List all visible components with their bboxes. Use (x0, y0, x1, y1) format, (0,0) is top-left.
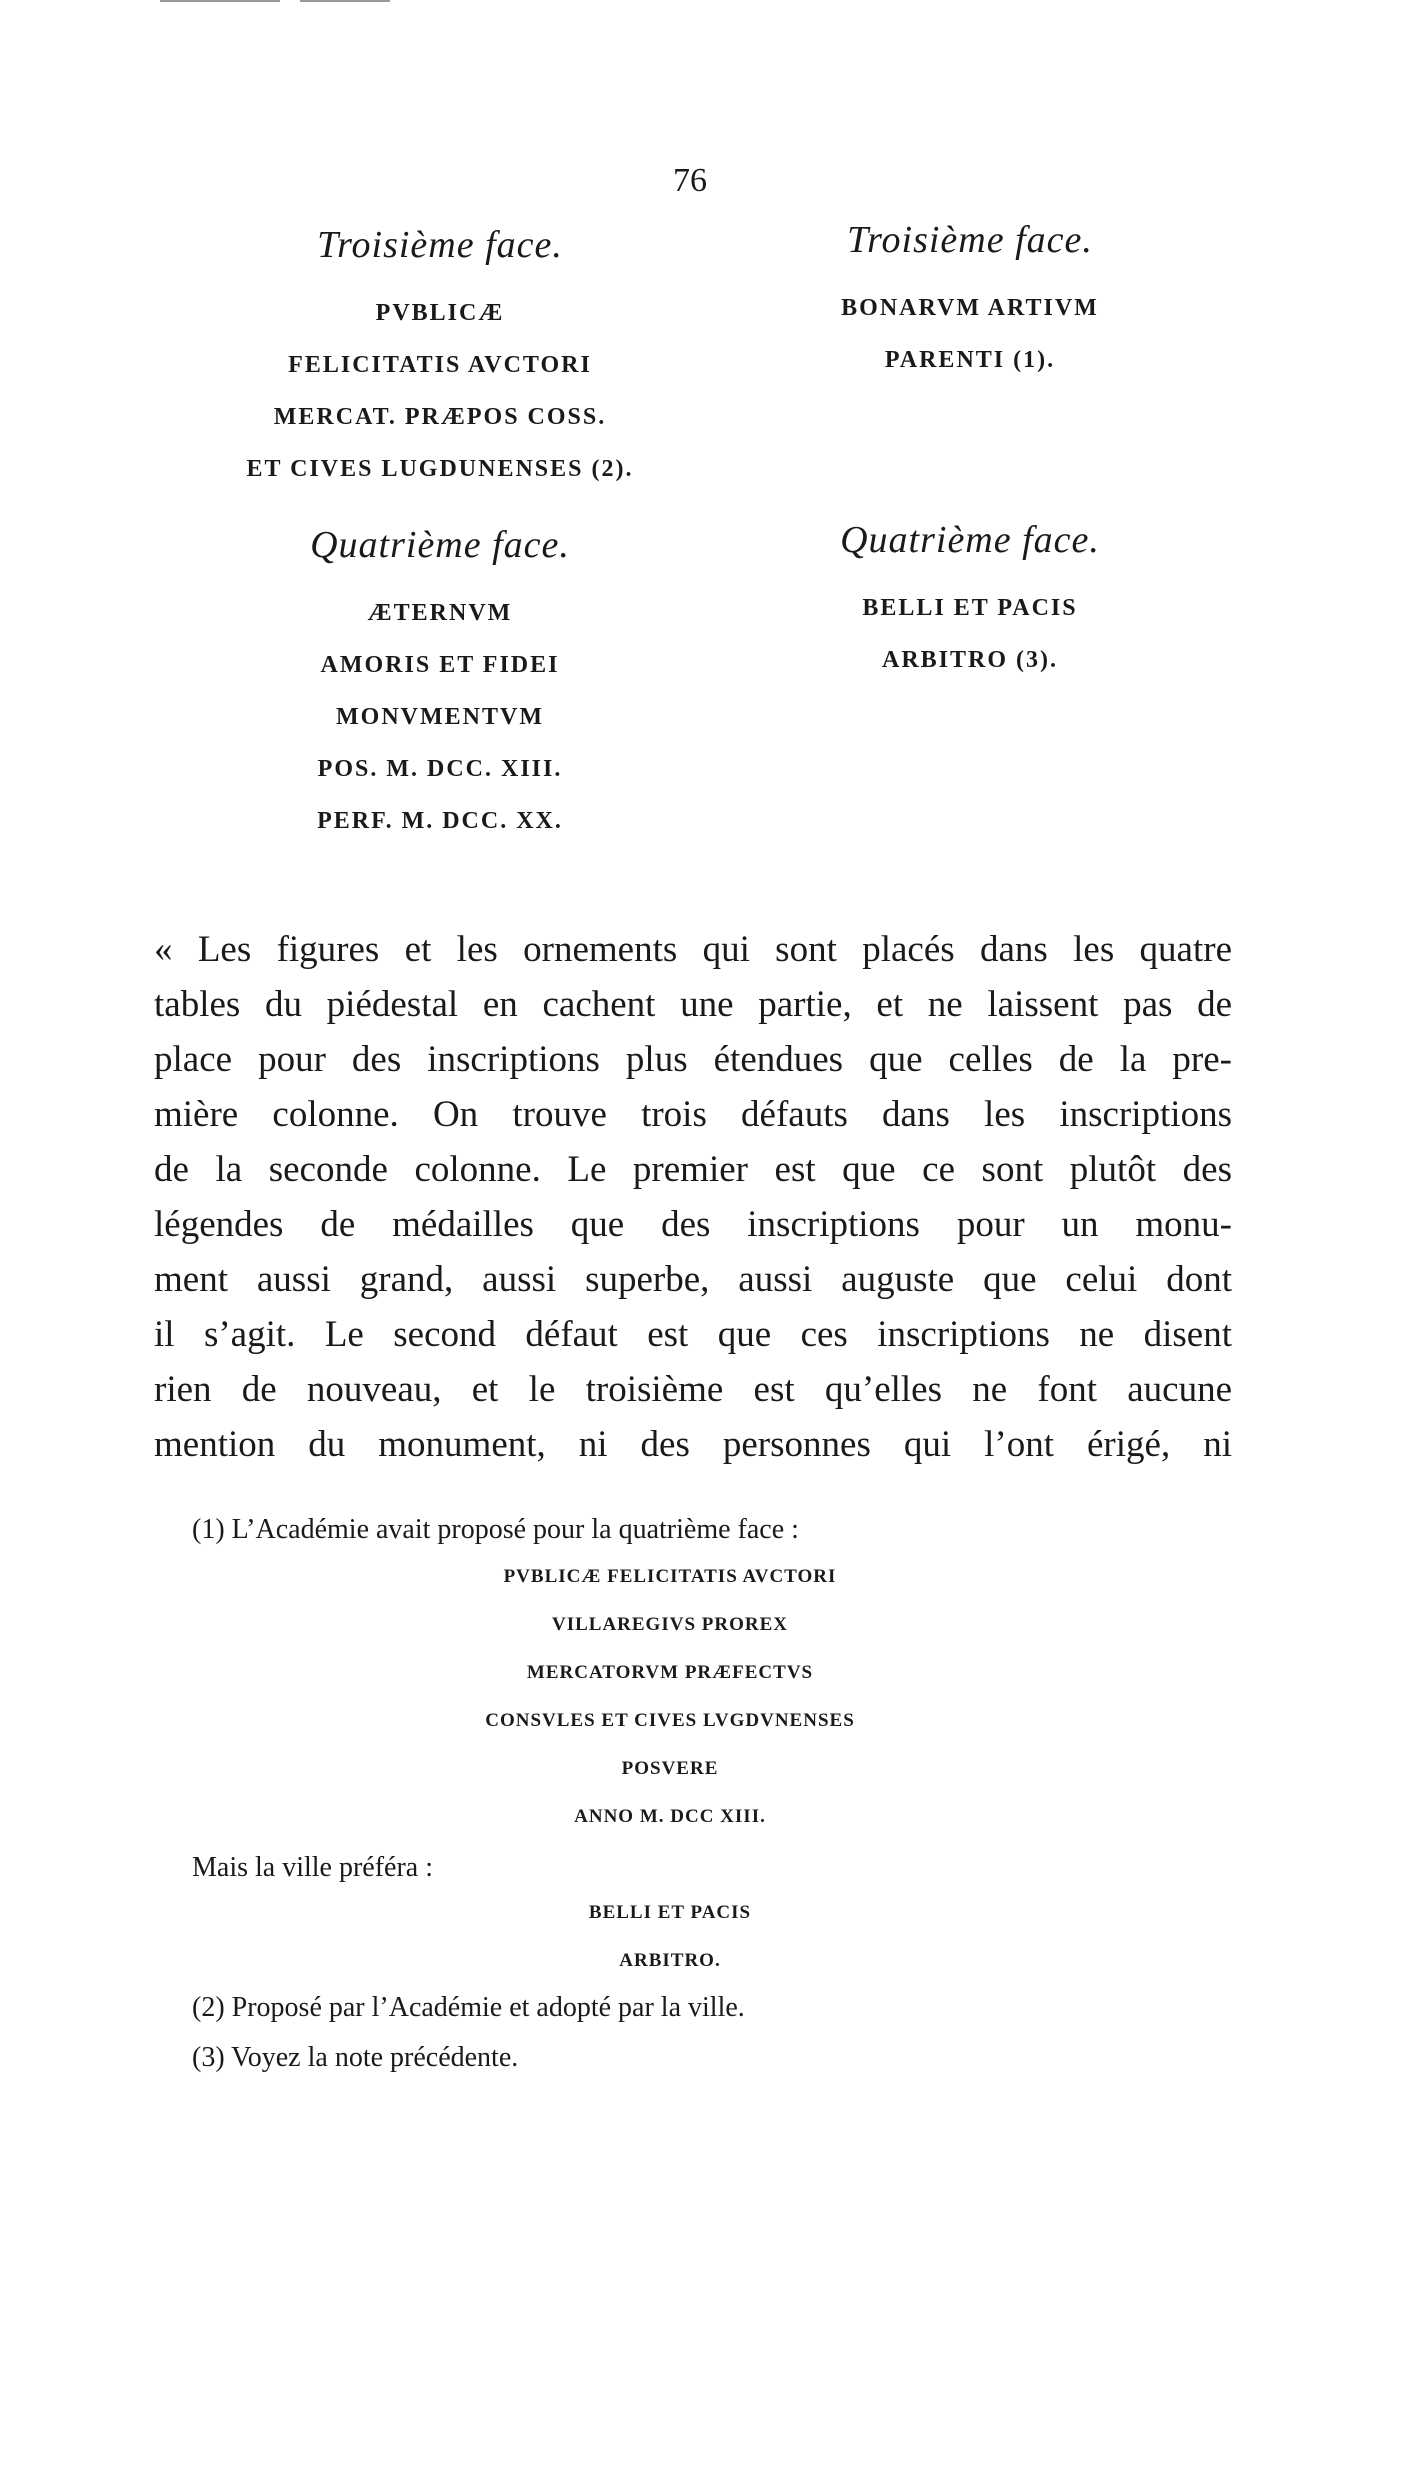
inscription-line: MONVMENTVM (336, 704, 544, 730)
inscription-line: ARBITRO (3). (881, 647, 1058, 673)
paragraph-line: mention du monument, ni des personnes qui l’ont érigé, ni (154, 1424, 1232, 1465)
footnote-1-city: Mais la ville préféra : (192, 1852, 434, 1883)
inscription-line: FELICITATIS AVCTORI (288, 352, 592, 378)
inscription-line: PVBLICÆ (375, 300, 505, 326)
third-face-title: Troisième face. (847, 219, 1093, 261)
footnote-inscription-line: BELLI ET PACIS (588, 1902, 752, 1923)
scan-mark (300, 0, 390, 2)
inscription-line: MERCAT. PRÆPOS COSS. (273, 404, 607, 430)
paragraph-line: il s’agit. Le second défaut est que ces inscriptions ne disent (154, 1314, 1232, 1355)
footnote-inscription-line: MERCATORVM PRÆFECTVS (526, 1662, 814, 1683)
footnote-1-intro: (1) L’Académie avait proposé pour la quatrième face : (192, 1514, 799, 1545)
paragraph-line: tables du piédestal en cachent une partie, et ne laissent pas de (154, 984, 1232, 1025)
footnote-2: (2) Proposé par l’Académie et adopté par la ville. (192, 1992, 745, 2023)
left-column (180, 215, 700, 847)
inscription-line: BONARVM ARTIVM (841, 295, 1099, 321)
inscription-line: POS. M. DCC. XIII. (317, 756, 563, 782)
footnote-inscription-line: VILLAREGIVS PROREX (551, 1614, 788, 1635)
paragraph-line: de la seconde colonne. Le premier est que ce sont plutôt des (154, 1149, 1232, 1190)
paragraph-line: mière colonne. On trouve trois défauts dans les inscriptions (154, 1094, 1232, 1135)
right-column (710, 210, 1230, 686)
inscription-line: PARENTI (1). (884, 347, 1056, 373)
footnote-inscription-line: ARBITRO. (619, 1950, 721, 1971)
body-paragraph (154, 922, 1232, 1472)
inscription-line: ET CIVES LUGDUNENSES (2). (246, 456, 634, 482)
third-face-title: Troisième face. (317, 224, 563, 266)
paragraph-line: « Les figures et les ornements qui sont placés dans les quatre (154, 929, 1232, 970)
inscription-line: BELLI ET PACIS (862, 595, 1078, 621)
footnote-inscription-line: ANNO M. DCC XIII. (574, 1806, 766, 1827)
footnote-3: (3) Voyez la note précédente. (192, 2042, 519, 2073)
footnote-inscription-line: POSVERE (621, 1758, 719, 1779)
paragraph-line: ment aussi grand, aussi superbe, aussi auguste que celui dont (154, 1259, 1232, 1300)
inscription-line: AMORIS ET FIDEI (320, 652, 560, 678)
paragraph-line: rien de nouveau, et le troisième est qu’elles ne font aucune (154, 1369, 1232, 1410)
footnote-inscription-line: PVBLICÆ FELICITATIS AVCTORI (503, 1566, 837, 1587)
footnote-inscription-line: CONSVLES ET CIVES LVGDVNENSES (485, 1710, 855, 1731)
fourth-face-title: Quatrième face. (310, 524, 570, 566)
inscription-line: ÆTERNVM (367, 600, 513, 626)
scan-mark (160, 0, 280, 2)
paragraph-line: légendes de médailles que des inscriptions pour un monu- (154, 1204, 1232, 1245)
page-number: 76 (673, 162, 707, 199)
paragraph-line: place pour des inscriptions plus étendues que celles de la pre- (154, 1039, 1232, 1080)
fourth-face-title: Quatrième face. (840, 519, 1100, 561)
inscription-line: PERF. M. DCC. XX. (317, 808, 563, 834)
